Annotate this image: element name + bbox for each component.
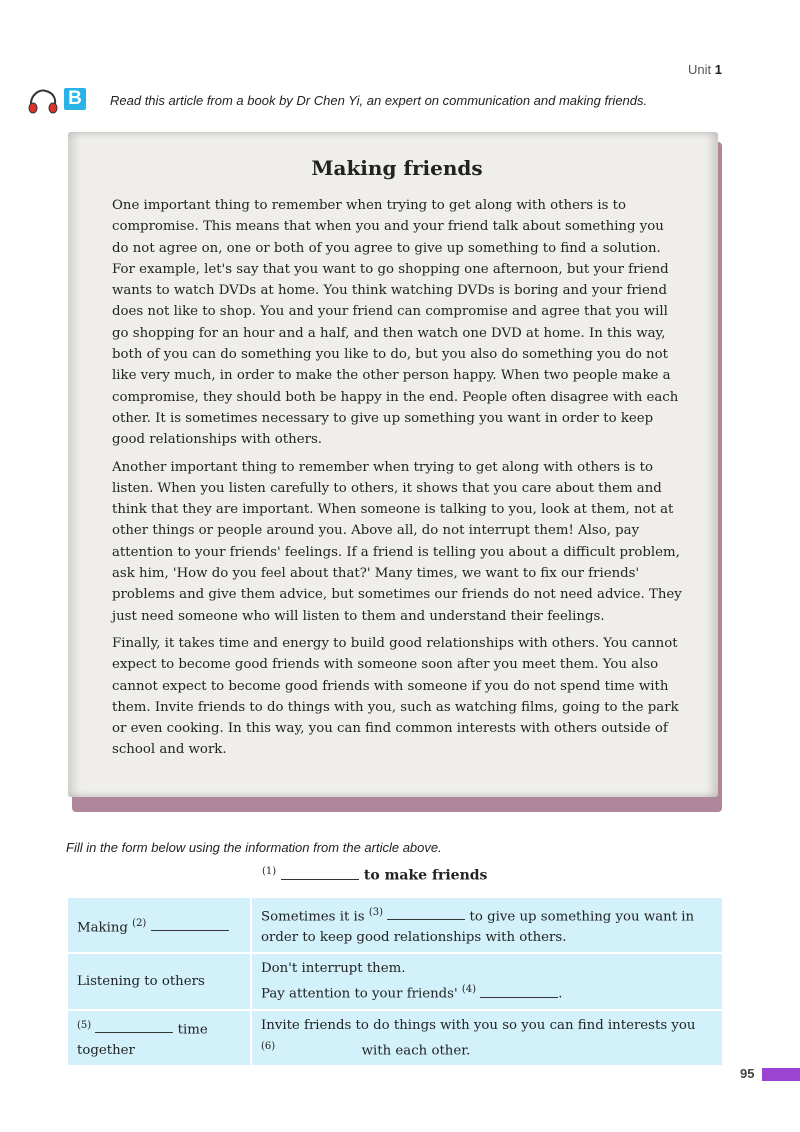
page-color-bar	[762, 1068, 800, 1081]
blank-1[interactable]	[281, 867, 359, 880]
blank-number-1: (1)	[262, 866, 277, 877]
article-paragraph-3: Finally, it takes time and energy to build good relationships with others. You cannot expect to become good friends with someone soon after you meet them. You also cannot expect to become good friends with someone if you do not spend time with them. Invite friends to do things with you, such as watching films, going to the park or even cooking. In this way, you can find common interests with others outside of school and work.	[112, 635, 679, 758]
book-page	[68, 132, 718, 797]
unit-label	[688, 62, 722, 77]
form-title-text: to make friends	[363, 867, 488, 884]
article-title: Making friends	[311, 156, 483, 180]
cell-text: time together	[77, 1022, 208, 1059]
blank-number-4: (4)	[461, 984, 477, 996]
blank-number-5: (5)	[77, 1019, 92, 1031]
unit-word: Unit	[688, 62, 712, 77]
cell-text: Listening to others	[77, 974, 205, 990]
headphones-icon	[26, 86, 60, 116]
cell-text: Pay attention to your friends'	[261, 986, 458, 1002]
blank-6[interactable]	[279, 1041, 357, 1054]
book-illustration	[68, 132, 726, 812]
article	[112, 154, 682, 767]
form-row-compromise	[67, 897, 723, 953]
form-cell-detail	[251, 1010, 723, 1066]
cell-text: Sometimes it is	[261, 909, 365, 925]
form-title	[262, 866, 487, 884]
article-paragraph-1: One important thing to remember when trying to get along with others is to compromise. This means that when you and your friend talk about something you do not agree on, one or both of you agree to give up something to find a solution. For example, let's say that you want to go shopping one afternoon, but your friend wants to watch DVDs at home. You think watching DVDs is boring and your friend does not like to shop. You and your friend can compromise and agree that you will go shopping for an hour and a half, and then watch one DVD at home. In this way, both of you can do something you like to do, but you also do something you do not like very much, in order to make the other person happy. When two people make a compromise, they should both be happy in the end. People often disagree with each other. It is sometimes necessary to give up something you want in order to keep good relationships with others.	[112, 198, 679, 448]
cell-text: .	[558, 986, 563, 1002]
cell-text: with each other.	[361, 1043, 471, 1059]
cell-text: to give up something you want in order to keep good relationships with others.	[261, 909, 695, 946]
cell-text: Invite friends to do things with you so you can find interests you	[261, 1017, 696, 1033]
form-row-time	[67, 1010, 723, 1066]
cell-text: Don't interrupt them.	[261, 961, 406, 977]
cell-text: Making	[77, 919, 128, 935]
article-paragraph-2: Another important thing to remember when trying to get along with others is to listen. When you listen carefully to others, it shows that you care about them and think that they are important. When someone is talking to you, look at them, not at other things or people around you. Above all, do not interrupt them! Also, pay attention to your friends' feelings. If a friend is telling you about a difficult problem, ask him, 'How do you feel about that?' Many times, we want to fix our friends' problems and give them advice, but sometimes our friends do not need advice. They just need someone who will listen to them and understand their feelings.	[112, 459, 682, 624]
blank-number-6: (6)	[261, 1040, 276, 1052]
blank-5[interactable]	[95, 1020, 173, 1033]
form-cell-detail	[251, 897, 723, 953]
form-cell-label	[67, 1010, 251, 1066]
reading-instruction: Read this article from a book by Dr Chen Yi, an expert on communication and making friends.	[110, 93, 648, 108]
unit-number: 1	[714, 62, 722, 77]
form-cell-detail	[251, 953, 723, 1009]
form-table	[66, 896, 724, 1067]
section-badge: B	[64, 88, 86, 110]
blank-3[interactable]	[387, 907, 465, 920]
blank-number-2: (2)	[132, 917, 147, 929]
blank-number-3: (3)	[368, 907, 384, 918]
form-cell-label	[67, 897, 251, 953]
form-cell-label	[67, 953, 251, 1009]
page-number: 95	[740, 1066, 755, 1081]
form-row-listening	[67, 953, 723, 1009]
form-instruction: Fill in the form below using the information from the article above.	[66, 840, 442, 855]
blank-2[interactable]	[151, 918, 229, 931]
blank-4[interactable]	[480, 985, 558, 998]
